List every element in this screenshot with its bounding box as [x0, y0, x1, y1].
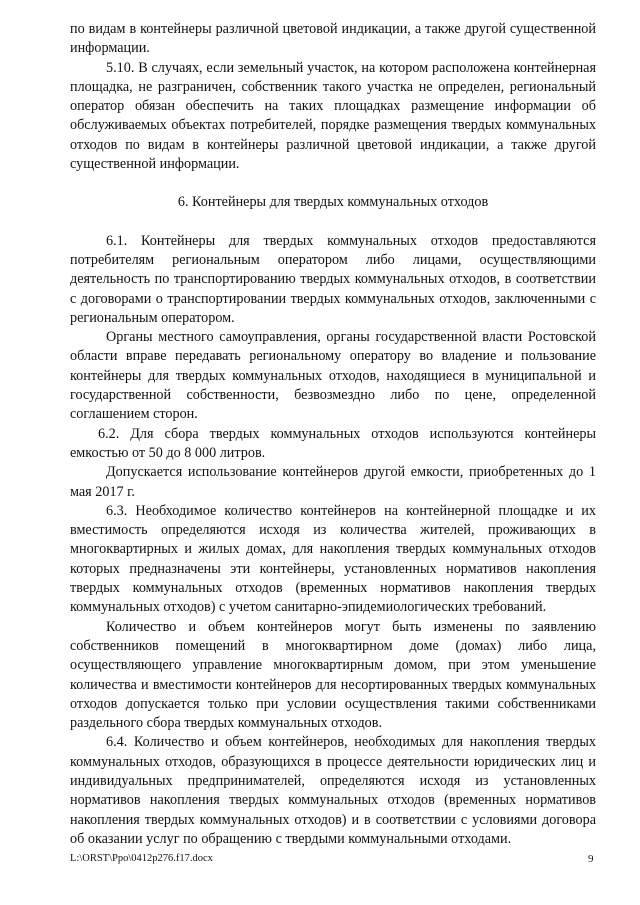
paragraph-6-2-allowed: Допускается использование контейнеров другой емкости, приобретенных до 1 мая 2017 г. — [70, 464, 596, 500]
document-body — [70, 20, 596, 849]
footer-file-path: L:\ORST\Ppo\0412p276.f17.docx — [70, 853, 213, 864]
paragraph-5-10: 5.10. В случаях, если земельный участок, на котором расположена контейнерная площадка, не разграничен, собственник такого участка не определен, региональный оператор обязан обеспечить на таких площадках размещение информации об обслуживаемых объектах потребителей, порядке размещения твердых коммунальных отходов по видам в контейнеры различной цветовой индикации, а также другой существенной информации. — [70, 59, 596, 173]
paragraph-6-4: 6.4. Количество и объем контейнеров, необходимых для накопления твердых коммунальных отходов, образующихся в процессе деятельности юридических лиц и индивидуальных предпринимателей, определяются исходя из установленных нормативов накопления твердых коммунальных отходов (временных нормативов накопления твердых коммунальных отходов) и в соответствии с условиями договора об оказании услуг по обращению с твердыми коммунальными отходами. — [70, 734, 596, 847]
paragraph-6-3-quantity: Количество и объем контейнеров могут быть изменены по заявлению собственников помещений в многоквартирном доме (домах) либо лица, осуществляющего управление многоквартирным домом, при этом уменьшение количества и вместимости контейнеров для несортированных твердых коммунальных отходов допускается только при условии осуществления такими собственниками раздельного сбора твердых коммунальных отходов. — [70, 618, 596, 732]
paragraph-6-3: 6.3. Необходимое количество контейнеров на контейнерной площадке и их вместимость определяются исходя из количества жителей, проживающих в многоквартирных и жилых домах, для накопления твердых коммунальных отходов которых предназначены эти контейнеры, установленных нормативов накопления твердых коммунальных отходов (временных нормативов накопления твердых коммунальных отходов) с учетом санитарно-эпидемиологических требований. — [70, 502, 596, 616]
page-number: 9 — [588, 853, 594, 865]
paragraph-6-1-organs: Органы местного самоуправления, органы государственной власти Ростовской области вправе передавать региональному оператору во владение и пользование контейнеры для твердых коммунальных отходов, находящиеся в муниципальной и государственной собственности, безвозмездно либо по цене, определенной соглашением сторон. — [70, 329, 596, 423]
section-heading-6: 6. Контейнеры для твердых коммунальных отходов — [177, 194, 489, 211]
paragraph-continuation: по видам в контейнеры различной цветовой индикации, а также другой существенной информации. — [70, 21, 596, 57]
paragraph-6-1: 6.1. Контейнеры для твердых коммунальных отходов предоставляются потребителям региональным оператором либо лицами, осуществляющими деятельность по транспортированию твердых коммунальных отходов, в соответствии с договорами о транспортировании твердых коммунальных отходов, заключенными с региональным оператором. — [70, 232, 596, 326]
paragraph-6-2: 6.2. Для сбора твердых коммунальных отходов используются контейнеры емкостью от 50 до 8 000 литров. — [70, 425, 596, 461]
